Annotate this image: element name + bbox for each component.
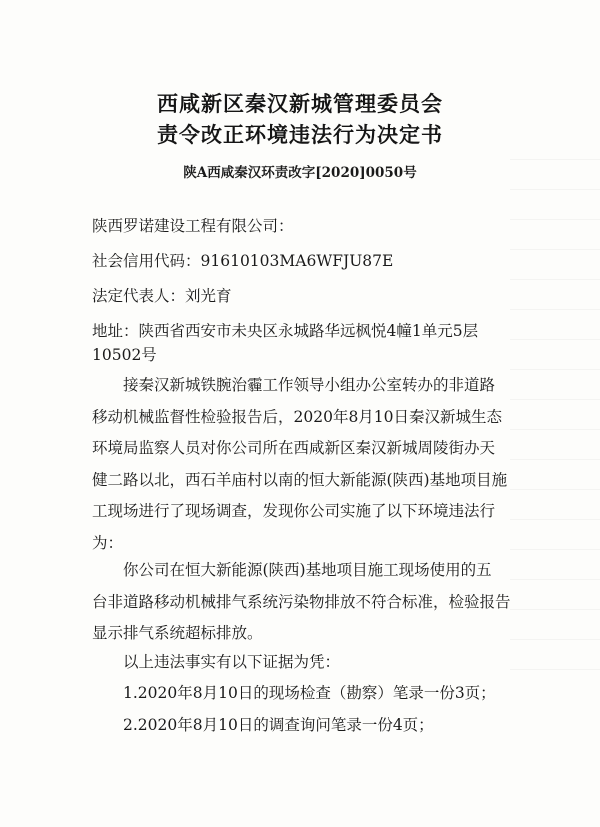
paragraph-line: 工现场进行了现场调查，发现你公司实施了以下环境违法行 [92, 502, 496, 520]
credit-code: 社会信用代码：91610103MA6WFJU87E [92, 252, 394, 270]
bleed-through-texture [510, 150, 600, 670]
company-name: 陕西罗诺建设工程有限公司： [92, 217, 294, 235]
address-line2: 10502号 [92, 346, 157, 364]
address-line1: 地址：陕西省西安市未央区永城路华远枫悦4幢1单元5层 [92, 322, 479, 340]
document-title-line2: 责令改正环境违法行为决定书 [157, 123, 443, 147]
paragraph-line: 以上违法事实有以下证据为凭： [123, 653, 341, 671]
evidence-item: 1.2020年8月10日的现场检查（勘察）笔录一份3页； [123, 684, 496, 702]
evidence-list [92, 678, 520, 741]
evidence-item: 2.2020年8月10日的调查询问笔录一份4页； [123, 715, 434, 734]
document-title-line1: 西咸新区秦汉新城管理委员会 [157, 92, 443, 116]
paragraph-line: 接秦汉新城铁腕治霾工作领导小组办公室转办的非道路 [123, 376, 496, 394]
paragraph-investigation [92, 370, 520, 559]
paragraph-line: 为： [92, 533, 124, 552]
paragraph-line: 你公司在恒大新能源(陕西)基地项目施工现场使用的五 [123, 561, 492, 579]
paragraph-line: 移动机械监督性检验报告后，2020年8月10日秦汉新城生态 [92, 407, 503, 426]
paragraph-line: 台非道路移动机械排气系统污染物排放不符合标准，检验报告 [92, 592, 511, 611]
legal-representative: 法定代表人：刘光育 [92, 287, 232, 305]
paragraph-evidence-intro [92, 647, 520, 679]
paragraph-line: 环境局监察人员对你公司所在西咸新区秦汉新城周陵街办天 [92, 439, 496, 457]
paragraph-violation [92, 555, 520, 650]
document-number: 陕A西咸秦汉环责改字[2020]0050号 [183, 165, 417, 181]
paragraph-line: 显示排气系统超标排放。 [92, 624, 263, 642]
paragraph-line: 健二路以北，西石羊庙村以南的恒大新能源(陕西)基地项目施 [92, 470, 508, 489]
